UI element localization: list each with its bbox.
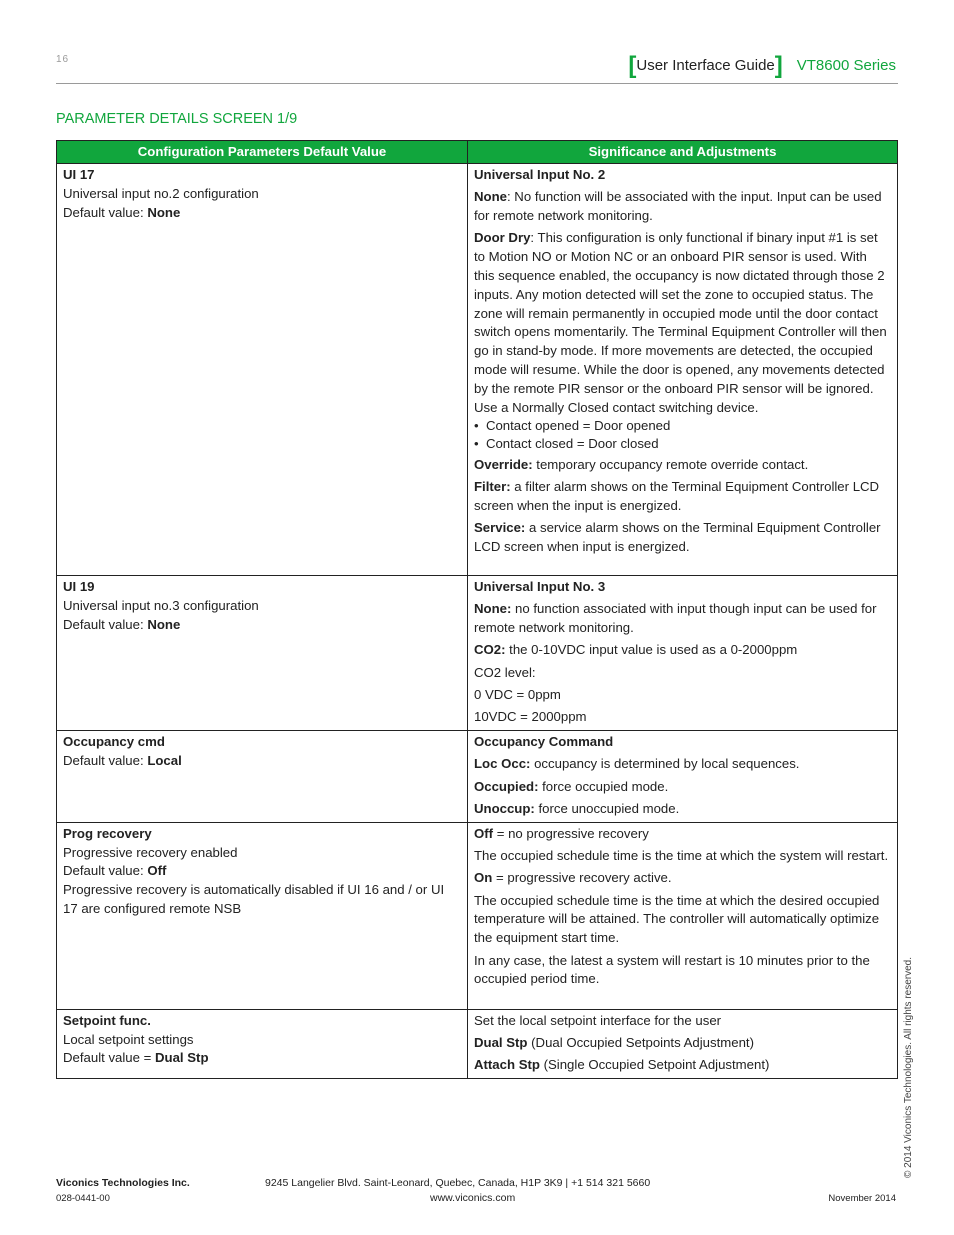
section-title: PARAMETER DETAILS SCREEN 1/9 <box>56 111 298 127</box>
table-row <box>57 731 898 823</box>
parameter-default: Default value: None <box>63 204 181 220</box>
table-row <box>57 164 898 576</box>
option-filter: Filter: a filter alarm shows on the Terminal Equipment Controller LCD screen when the input is energized. <box>474 479 880 513</box>
on-description: The occupied schedule time is the time at which the desired occupied temperature will be attained. The controller will automatically optimize the equipment start time. <box>474 892 880 946</box>
parameter-name: Occupancy cmd <box>63 734 165 750</box>
footer-address: 9245 Langelier Blvd. Saint-Leonard, Quebec, Canada, H1P 3K9 | +1 514 321 5660 <box>265 1177 651 1189</box>
parameter-description: Universal input no.3 configuration <box>63 597 259 613</box>
guide-title: User Interface Guide <box>636 57 775 74</box>
setpoint-intro: Set the local setpoint interface for the user <box>474 1012 722 1028</box>
parameter-name: UI 19 <box>63 579 95 594</box>
option-on: On = progressive recovery active. <box>474 870 672 886</box>
significance-cell <box>468 731 898 823</box>
document-header <box>628 52 896 80</box>
option-service: Service: a service alarm shows on the Terminal Equipment Controller LCD screen when input is energized. <box>474 520 881 555</box>
config-cell <box>57 576 468 731</box>
footer-doc-number: 028-0441-00 <box>56 1193 110 1204</box>
significance-heading: Occupancy Command <box>474 734 614 750</box>
table-header-row <box>57 141 898 164</box>
option-off: Off = no progressive recovery <box>474 825 649 841</box>
parameter-name: Setpoint func. <box>63 1012 151 1028</box>
option-co2: CO2: the 0-10VDC input value is used as a 0-2000ppm <box>474 642 798 658</box>
config-cell <box>57 731 468 823</box>
header-divider <box>56 83 898 84</box>
list-item: • Contact closed = Door closed <box>474 435 659 451</box>
bracket-close-icon: ] <box>774 52 783 79</box>
significance-cell <box>468 576 898 731</box>
significance-heading: Universal Input No. 3 <box>474 579 606 594</box>
list-item: • Contact opened = Door opened <box>474 418 671 434</box>
off-description: The occupied schedule time is the time at which the system will restart. <box>474 848 889 864</box>
page-number: 16 <box>56 54 70 65</box>
co2-min-value: 0 VDC = 0ppm <box>474 686 561 702</box>
contact-list <box>474 417 891 452</box>
option-loc-occ: Loc Occ: occupancy is determined by local sequences. <box>474 756 800 772</box>
option-door-dry: Door Dry: This configuration is only functional if binary input #1 is set to Motion NO or Motion NC or an onboard PIR sensor is used. With this sequence enabled, the occupancy is now dictated through those 2 inputs. Any motion detected will set the zone to occupied status. The zone will remain permanently in occupied mode until the door contact switch opens momentarily. The Terminal Equipment Controller will then go in stand-by mode. If more movements are detected, the occupied mode will resume. While the door is opened, any movements detected by the remote PIR sensor or the onboard PIR sensor will be ignored. Use a Normally Closed contact switching device. <box>474 230 887 415</box>
option-attach-stp: Attach Stp (Single Occupied Setpoint Adjustment) <box>474 1057 770 1073</box>
option-dual-stp: Dual Stp (Dual Occupied Setpoints Adjustment) <box>474 1035 754 1051</box>
column-header-config: Configuration Parameters Default Value <box>57 141 468 164</box>
config-cell <box>57 164 468 576</box>
parameter-description: Progressive recovery enabled <box>63 844 238 860</box>
series-name: VT8600 Series <box>796 57 896 74</box>
significance-cell <box>468 164 898 576</box>
bracket-open-icon: [ <box>628 52 637 79</box>
parameter-name: Prog recovery <box>63 825 152 841</box>
parameter-default: Default value: Off <box>63 863 167 879</box>
parameter-default: Default value: Local <box>63 752 182 768</box>
config-cell <box>57 1009 468 1078</box>
column-header-significance: Significance and Adjustments <box>468 141 898 164</box>
co2-level-label: CO2 level: <box>474 664 536 680</box>
footer-date: November 2014 <box>828 1193 896 1204</box>
footer-website[interactable]: www.viconics.com <box>430 1192 516 1204</box>
option-override: Override: temporary occupancy remote override contact. <box>474 456 809 472</box>
parameter-table <box>56 140 898 1079</box>
parameter-note: Progressive recovery is automatically disabled if UI 16 and / or UI 17 are configured remote NSB <box>63 882 445 916</box>
side-copyright: © 2014 Viconics Technologies. All rights reserved. <box>903 956 914 1178</box>
option-unoccup: Unoccup: force unoccupied mode. <box>474 800 680 816</box>
parameter-description: Local setpoint settings <box>63 1031 194 1047</box>
table-row <box>57 822 898 1009</box>
significance-cell <box>468 822 898 1009</box>
table-row <box>57 1009 898 1078</box>
footer-company: Viconics Technologies Inc. <box>56 1177 190 1189</box>
parameter-default: Default value: None <box>63 616 181 632</box>
option-none: None: No function will be associated with the input. Input can be used for remote network monitoring. <box>474 189 882 224</box>
co2-max-value: 10VDC = 2000ppm <box>474 709 587 725</box>
config-cell <box>57 822 468 1009</box>
parameter-description: Universal input no.2 configuration <box>63 185 259 201</box>
restart-note: In any case, the latest a system will restart is 10 minutes prior to the occupied period time. <box>474 952 870 987</box>
parameter-name: UI 17 <box>63 167 95 182</box>
significance-heading: Universal Input No. 2 <box>474 167 606 182</box>
table-row <box>57 576 898 731</box>
parameter-default: Default value = Dual Stp <box>63 1050 209 1066</box>
significance-cell <box>468 1009 898 1078</box>
option-none: None: no function associated with input though input can be used for remote network monitoring. <box>474 601 877 636</box>
option-occupied: Occupied: force occupied mode. <box>474 778 669 794</box>
